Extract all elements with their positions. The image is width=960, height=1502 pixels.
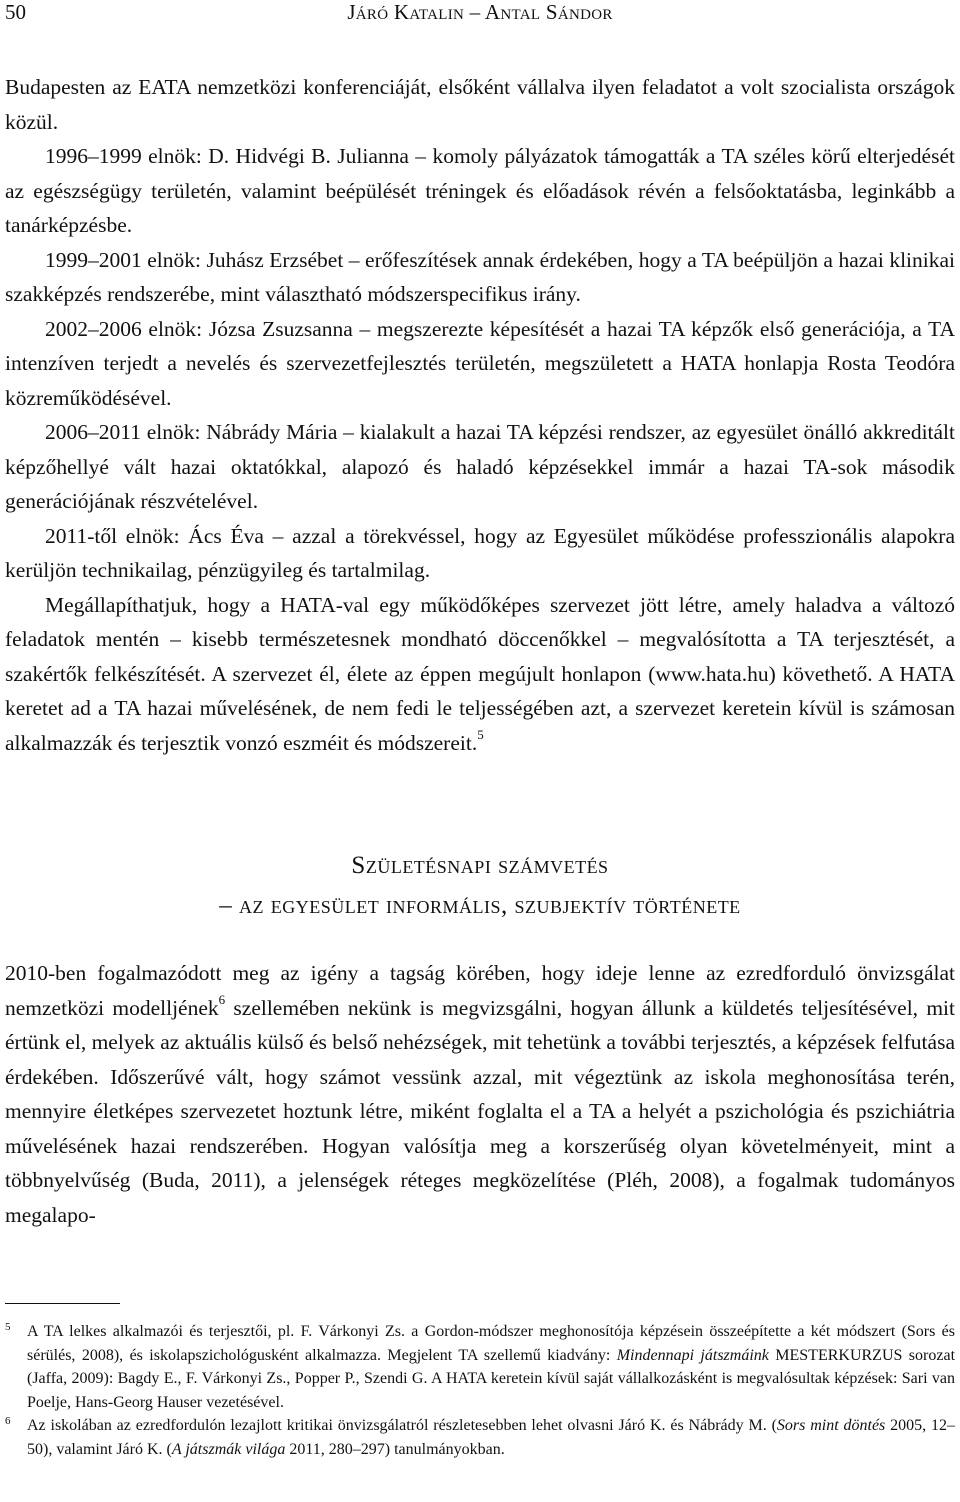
footnote-text: Az iskolában az ezredfordulón lezajlott kritikai önvizsgálatról részletesebben lehet olvasni Járó K. és Nábrády M. (	[27, 1417, 777, 1434]
section-heading-line2: – az egyesület informális, szubjektív története	[219, 892, 741, 919]
footnote-text: 2011, 280–297) tanulmányokban.	[285, 1440, 505, 1458]
footnote-italic-title: Mindennapi játszmáink	[616, 1346, 769, 1364]
section-heading	[5, 846, 955, 926]
page-number: 50	[5, 0, 26, 24]
paragraph	[5, 956, 955, 1232]
running-head: Járó Katalin – Antal Sándor	[347, 0, 613, 24]
footnote-separator	[5, 1303, 120, 1304]
footnote-text: MESTERKURZUS sorozat (Jaffa, 2009): Bagdy E., F. Várkonyi Zs., Popper P., Szendi G. A HATA keretein kívül saját vállalkozásként is megvalósultak képzések: Sari van Poelje, Hans-Georg Hauser vezetésével.	[27, 1346, 956, 1411]
paragraph-text: Megállapíthatjuk, hogy a HATA-val egy működőképes szervezet jött létre, amely haladva a változó feladatok mentén – kisebb természetesnek mondható döccenőkkel – megvalósította a TA terjesztését, a szakértők felkészítését. A szervezet él, élete az éppen megújult honlapon (www.hata.hu) követhető. A HATA keretet ad a TA hazai művelésének, de nem fedi le teljességében azt, a szervezet keretein kívül is számosan alkalmazzák és terjesztik vonzó eszméit és módszereit.	[5, 592, 955, 755]
footnote-ref: 6	[218, 992, 226, 1008]
section-heading-line1: Születésnapi számvetés	[351, 852, 609, 879]
footnote-ref: 5	[477, 727, 484, 743]
paragraph-conclusion	[5, 588, 955, 761]
paragraph: 2011-től elnök: Ács Éva – azzal a törekvéssel, hogy az Egyesület működése professzionális alapokra kerüljön technikailag, pénzügyileg és tartalmilag.	[5, 523, 955, 582]
body-text-bottom	[5, 956, 955, 1232]
footnotes	[5, 1320, 955, 1461]
paragraph: Budapesten az EATA nemzetközi konferenciáját, elsőként vállalva ilyen feladatot a volt szocialista országok közül.	[5, 75, 955, 134]
footnote-text: A TA lelkes alkalmazói és terjesztői, pl. F. Várkonyi Zs. a Gordon-módszer meghonosítója képzésein összeépítette a két módszert (Sors és sérülés, 2008), és iskolapszichológusként alkalmazza. Megjelent TA szellemű kiadvány:	[27, 1323, 955, 1364]
paragraph: 2006–2011 elnök: Nábrády Mária – kialakult a hazai TA képzési rendszer, az egyesület önálló akkreditált képzőhellyé vált hazai oktatókkal, alapozó és haladó képzésekkel immár a hazai TA-sok második generációjának részvételével.	[5, 420, 955, 513]
footnote-5: 5 A TA lelkes alkalmazói és terjesztői, pl. F. Várkonyi Zs. a Gordon-módszer meghonosítója képzésein összeépítette a két módszert (Sors és sérülés, 2008), és iskolapszichológusként alkalmazza. Megjelent TA szellemű kiadvány: Mindennapi játszmáink MESTERKURZUS sorozat (Jaffa, 2009): Bagdy E., F. Várkonyi Zs., Popper P., Szendi G. A HATA keretein kívül saját vállalkozásként is megvalósultak képzések: Sari van Poelje, Hans-Georg Hauser vezetésével.	[5, 1320, 956, 1411]
footnote-text: 2005, 12–50), valamint Járó K. (	[27, 1417, 956, 1458]
footnote-italic-title: A játszmák világa	[171, 1440, 286, 1458]
body-text-top	[5, 70, 955, 760]
paragraph: 1996–1999 elnök: D. Hidvégi B. Julianna – komoly pályázatok támogatták a TA széles körű elterjedését az egészségügy területén, valamint beépülését tréningek és előadások révén a felsőoktatásba, leginkább a tanárképzésbe.	[5, 144, 955, 237]
footnote-6: 6 Az iskolában az ezredfordulón lezajlott kritikai önvizsgálatról részletesebben lehet olvasni Járó K. és Nábrády M. (Sors mint döntés 2005, 12–50), valamint Járó K. (A játszmák világa 2011, 280–297) tanulmányokban.	[5, 1414, 956, 1458]
paragraph: 1999–2001 elnök: Juhász Erzsébet – erőfeszítések annak érdekében, hogy a TA beépüljön a hazai klinikai szakképzés rendszerébe, mint választható módszerspecifikus irány.	[5, 247, 955, 306]
footnote-italic-title: Sors mint döntés	[776, 1417, 886, 1434]
paragraph-text-part1: 2010-ben fogalmazódott meg az igény a tagság körében, hogy ideje lenne az ezredforduló önvizsgálat nemzetközi modelljének	[5, 961, 955, 1020]
paragraph: 2002–2006 elnök: Józsa Zsuzsanna – megszerezte képesítését a hazai TA képzők első generációja, a TA intenzíven terjedt a nevelés és szervezetfejlesztés területén, megszületett a HATA honlapja Rosta Teodóra közreműködésével.	[5, 316, 955, 410]
paragraph-text-part2: szellemében nekünk is megvizsgálni, hogyan állunk a küldetés teljesítésével, mit értünk el, melyek az aktuális külső és belső nehézségek, mit tehetünk a további terjesztés, a képzések felfutása érdekében. Időszerűvé vált, hogy számot vessünk azzal, mit végeztünk az iskola meghonosítása terén, mennyire életképes szervezetet hoztunk létre, miként foglalta el a TA a helyét a pszichológia és pszichiátria művelésének hazai rendszerében. Hogyan valósítja meg a korszerűség olyan követelményeit, mint a többnyelvűség (Buda, 2011), a jelenségek réteges megközelítése (Pléh, 2008), a fogalmak tudományos megalapo-	[5, 995, 955, 1227]
page-header	[5, 0, 955, 26]
